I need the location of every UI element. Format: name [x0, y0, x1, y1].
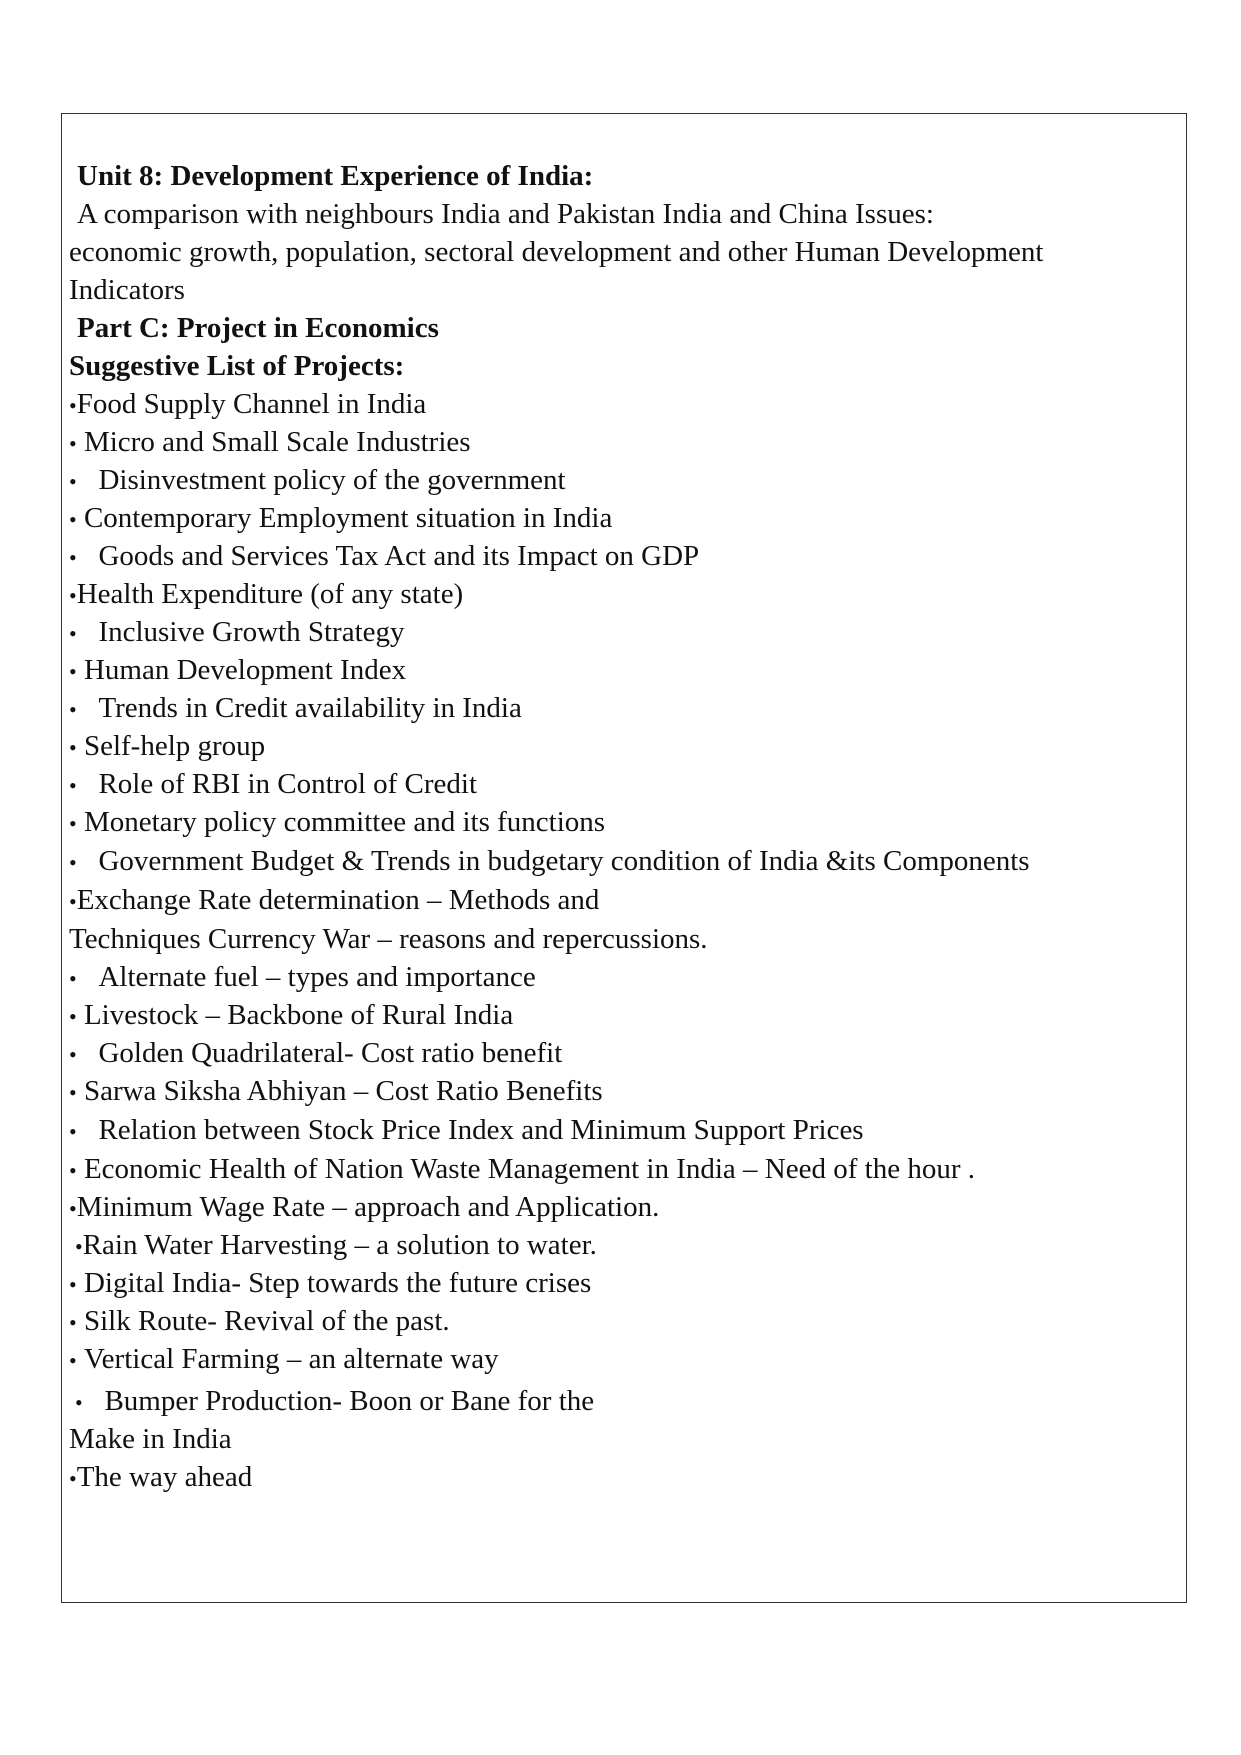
list-item-text: Health Expenditure (of any state): [76, 578, 464, 610]
list-item: [69, 998, 513, 1034]
bullet-glyph: •: [69, 1348, 77, 1373]
list-item: [69, 960, 536, 996]
list-item-text: Livestock – Backbone of Rural India: [83, 999, 514, 1031]
list-item: [69, 883, 599, 919]
bullet-glyph: •: [69, 545, 77, 570]
list-item-text: Bumper Production- Boon or Bane for the: [104, 1385, 595, 1417]
bullet-glyph: •: [69, 659, 77, 684]
bullet-glyph: •: [69, 1310, 77, 1335]
list-item: [69, 1304, 450, 1340]
bullet-glyph: •: [75, 1234, 83, 1259]
list-item: [69, 844, 1030, 880]
bullet-glyph: •: [69, 1119, 77, 1144]
bullet-glyph: •: [69, 773, 77, 798]
list-item-text: Alternate fuel – types and importance: [98, 961, 536, 993]
list-item-text: Monetary policy committee and its functions: [83, 806, 606, 838]
bullet-glyph: •: [69, 1080, 77, 1105]
list-item-text: Inclusive Growth Strategy: [98, 616, 405, 648]
bullet-glyph: •: [69, 1196, 77, 1221]
list-item: [69, 1460, 252, 1496]
list-item-text: Self-help group: [83, 730, 266, 762]
list-item: [69, 387, 426, 423]
unit-body-line-2: economic growth, population, sectoral development and other Human Development: [69, 236, 1044, 268]
bullet-glyph: •: [69, 1466, 77, 1491]
list-item: [69, 805, 605, 841]
list-item-text: Food Supply Channel in India: [76, 388, 427, 420]
list-item-text: Exchange Rate determination – Methods and: [76, 884, 600, 916]
list-item: [69, 501, 612, 537]
list-item-text: Trends in Credit availability in India: [98, 692, 522, 724]
list-item-text: Economic Health of Nation Waste Management in India – Need of the hour .: [83, 1153, 975, 1185]
list-item-continuation: Make in India: [69, 1423, 232, 1455]
bullet-glyph: •: [75, 1390, 83, 1415]
bullet-glyph: •: [69, 1158, 77, 1183]
list-item-text: Silk Route- Revival of the past.: [83, 1305, 450, 1337]
unit-title: Unit 8: Development Experience of India:: [77, 160, 594, 192]
list-item: [69, 1113, 864, 1149]
list-item: [69, 615, 405, 651]
list-item: [69, 1036, 562, 1072]
list-item-text: Micro and Small Scale Industries: [83, 426, 471, 458]
list-item: [69, 1266, 591, 1302]
bullet-glyph: •: [69, 966, 77, 991]
bullet-glyph: •: [69, 697, 77, 722]
bullet-glyph: •: [69, 469, 77, 494]
list-item: [69, 1342, 499, 1378]
bullet-glyph: •: [69, 507, 77, 532]
list-item: [69, 691, 522, 727]
document-frame: [61, 113, 1187, 1603]
bullet-glyph: •: [69, 1042, 77, 1067]
list-item: [69, 1152, 975, 1188]
list-item: [69, 539, 699, 575]
bullet-glyph: •: [69, 735, 77, 760]
list-item-text: Digital India- Step towards the future crises: [83, 1267, 592, 1299]
bullet-glyph: •: [69, 393, 77, 418]
bullet-glyph: •: [69, 1004, 77, 1029]
list-item-text: Relation between Stock Price Index and Minimum Support Prices: [98, 1114, 864, 1146]
unit-body-line-3: Indicators: [69, 274, 185, 306]
list-item-text: Disinvestment policy of the government: [98, 464, 566, 496]
list-heading: Suggestive List of Projects:: [69, 350, 405, 382]
list-item-continuation: Techniques Currency War – reasons and repercussions.: [69, 923, 708, 955]
list-item-text: Minimum Wage Rate – approach and Application.: [76, 1191, 660, 1223]
list-item-text: Contemporary Employment situation in India: [83, 502, 613, 534]
list-item: [69, 1190, 659, 1226]
list-item: [75, 1228, 597, 1264]
list-item: [69, 425, 471, 461]
list-item-text: Golden Quadrilateral- Cost ratio benefit: [98, 1037, 563, 1069]
list-item-text: Vertical Farming – an alternate way: [83, 1343, 499, 1375]
list-item-text: Rain Water Harvesting – a solution to water.: [82, 1229, 597, 1261]
bullet-glyph: •: [69, 850, 77, 875]
bullet-glyph: •: [69, 583, 77, 608]
list-item-text: Role of RBI in Control of Credit: [98, 768, 478, 800]
part-title: Part C: Project in Economics: [77, 312, 439, 344]
unit-body-line-1: A comparison with neighbours India and Pakistan India and China Issues:: [77, 198, 934, 230]
list-item-text: Sarwa Siksha Abhiyan – Cost Ratio Benefits: [83, 1075, 603, 1107]
bullet-glyph: •: [69, 889, 77, 914]
bullet-glyph: •: [69, 1272, 77, 1297]
list-item: [69, 653, 406, 689]
bullet-glyph: •: [69, 811, 77, 836]
list-item-text: Goods and Services Tax Act and its Impact on GDP: [98, 540, 700, 572]
list-item-text: The way ahead: [76, 1461, 253, 1493]
list-item: [69, 463, 566, 499]
list-item: [69, 729, 265, 765]
list-item: [69, 1074, 603, 1110]
list-item: [69, 767, 477, 803]
bullet-glyph: •: [69, 431, 77, 456]
list-item-text: Government Budget & Trends in budgetary condition of India &its Components: [98, 845, 1030, 877]
bullet-glyph: •: [69, 621, 77, 646]
list-item: [75, 1384, 594, 1420]
list-item: [69, 577, 463, 613]
list-item-text: Human Development Index: [83, 654, 407, 686]
